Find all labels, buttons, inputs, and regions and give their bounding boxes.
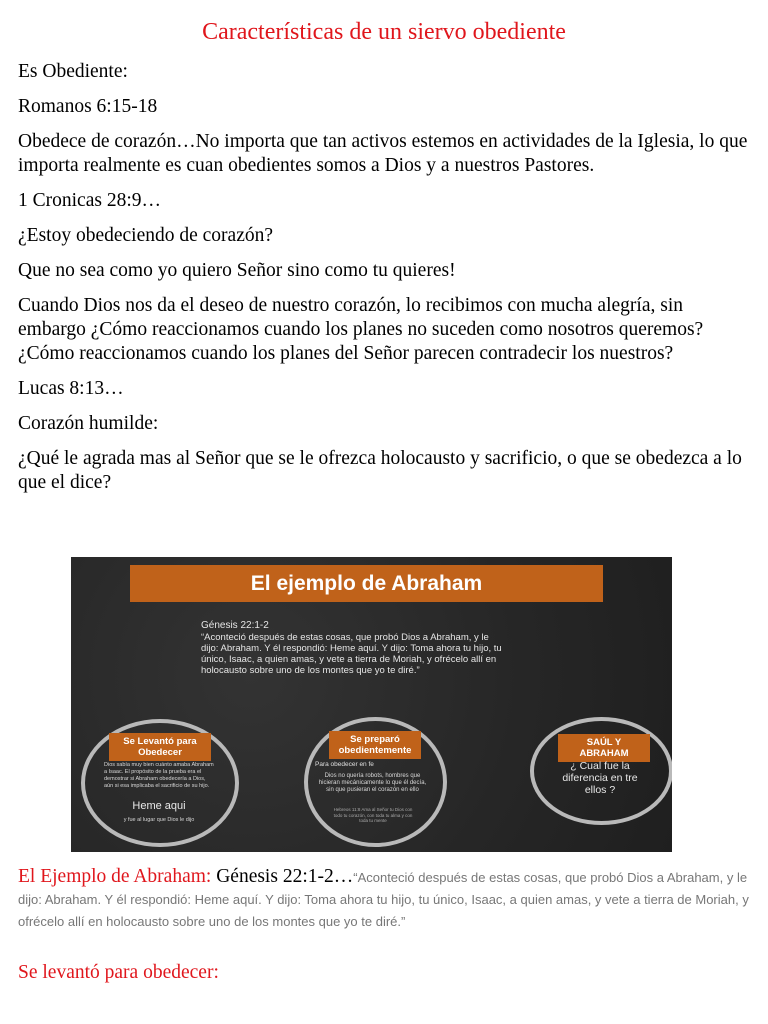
slide-circle-2-text1: Para obedecer en fe [315, 761, 374, 768]
abraham-reference: Génesis 22:1-2… [216, 866, 354, 887]
paragraph: 1 Cronicas 28:9… [18, 190, 161, 211]
page-title: Características de un siervo obediente [202, 19, 566, 45]
paragraph: Es Obediente: [18, 61, 128, 82]
slide-circle-1-label: Se Levantó para Obedecer [109, 733, 211, 761]
body-text [18, 60, 753, 506]
slide-banner: El ejemplo de Abraham [130, 565, 603, 602]
slide-circle-2-text3: Hebreos 11:8 Ama al Señor tu Dios con todo tu corazón, con toda tu alma y con toda tu mente [333, 807, 413, 823]
paragraph: Obedece de corazón…No importa que tan activos estemos en actividades de la Iglesia, lo que importa realmente es cuan obedientes somos a Dios y a nuestros Pastores. [18, 131, 748, 176]
abraham-slide-image [71, 557, 672, 852]
paragraph: Cuando Dios nos da el deseo de nuestro corazón, lo recibimos con mucha alegría, sin embargo ¿Cómo reaccionamos cuando los planes no suceden como nosotros queremos? ¿Cómo reaccionamos cuando los planes del Señor parecen contradecir los nuestros? [18, 295, 704, 364]
slide-circle-1-heme: Heme aqui [132, 800, 186, 812]
slide-circle-1-text: Dios sabía muy bien cuánto amaba Abraham a Isaac. El propósito de la prueba era el demostrar si Abraham obedecería a Dios, aún si esa implicaba el sacrificio de su hijo. [104, 762, 214, 789]
abraham-paragraph [18, 866, 753, 932]
slide-reference-text: “Aconteció después de estas cosas, que probó Dios a Abraham, y le dijo: Abraham. Y él respondió: Heme aquí. Y dijo: Toma ahora tu hijo, tu único, Isaac, a quien amas, y vete a tierra de Moriah, y ofrécelo allí en holocausto sobre uno de los montes que yo te diré.” [201, 632, 502, 676]
slide-circle-2-label: Se preparó obedientemente [329, 731, 421, 759]
paragraph: ¿Qué le agrada mas al Señor que se le ofrezca holocausto y sacrificio, o que se obedezca a lo que el dice? [18, 448, 742, 493]
paragraph: Lucas 8:13… [18, 378, 124, 399]
slide-circle-1-foot: y fue al lugar que Dios le dijo [123, 817, 195, 823]
slide-circle-3-text: ¿ Cual fue la diferencia en tre ellos ? [562, 760, 638, 796]
abraham-quote: “Aconteció después de estas cosas, que probó Dios a Abraham, y le dijo: Abraham. Y él respondió: Heme aquí. Y dijo: Toma ahora tu hijo, tu único, Isaac, a quien amas, y vete a tierra de Moriah, y ofrécelo allí en holocausto sobre uno de los montes que yo te diré.” [18, 870, 749, 929]
abraham-label: El Ejemplo de Abraham: [18, 866, 212, 887]
slide-circle-3-label: SAÚL Y ABRAHAM [558, 734, 650, 762]
paragraph: Que no sea como yo quiero Señor sino como tu quieres! [18, 260, 456, 281]
section-subheading: Se levantó para obedecer: [18, 962, 219, 983]
slide-circle-2-text2: Dios no quería robots, hombres que hicieran mecánicamente lo que él decía, sin que pusieran el corazón en ello [318, 773, 427, 793]
paragraph: ¿Estoy obedeciendo de corazón? [18, 225, 274, 246]
paragraph: Romanos 6:15-18 [18, 96, 158, 117]
paragraph: Corazón humilde: [18, 413, 159, 434]
slide-reference-title: Génesis 22:1-2 [201, 620, 269, 631]
